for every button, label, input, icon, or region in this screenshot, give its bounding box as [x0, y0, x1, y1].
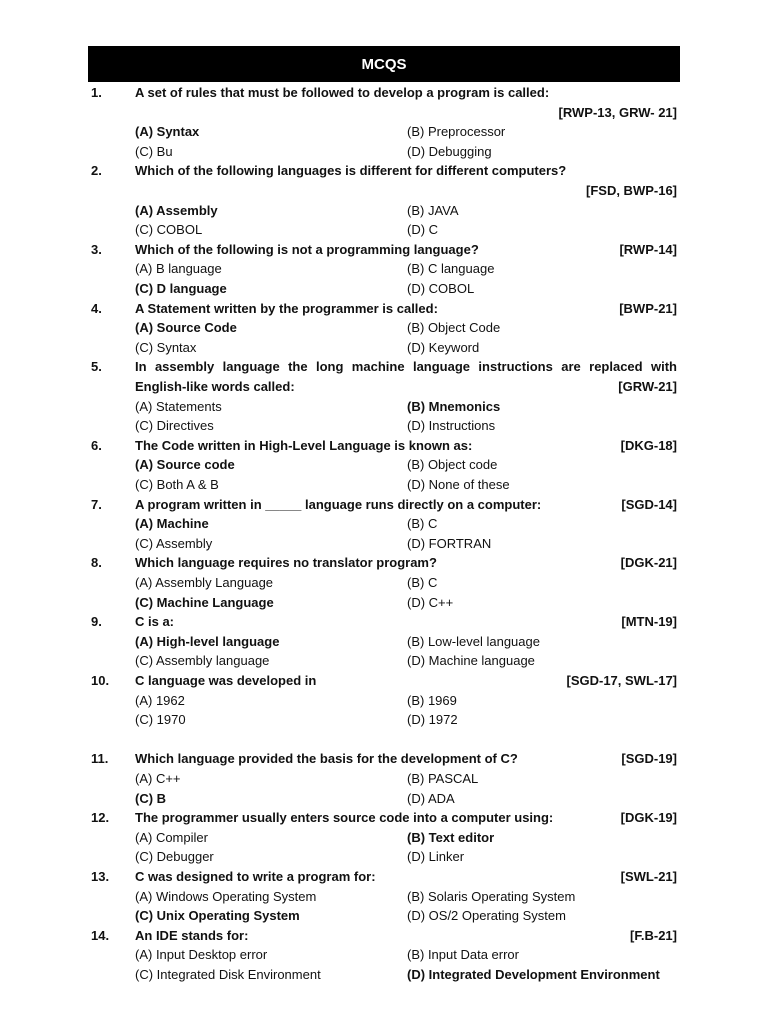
- options-row: [0, 965, 768, 985]
- exam-reference: [RWP-14]: [619, 241, 677, 257]
- options-row: [0, 142, 768, 162]
- option: (B) C language: [407, 261, 495, 277]
- question-line: [0, 926, 768, 946]
- option: (C) COBOL: [135, 222, 203, 238]
- question-line: [0, 612, 768, 632]
- options-row: [0, 573, 768, 593]
- options-row: [0, 455, 768, 475]
- option: (B) C: [407, 516, 438, 532]
- option: (A) Source Code: [135, 320, 237, 336]
- option: (B) Low-level language: [407, 633, 540, 649]
- options-row: [0, 279, 768, 299]
- exam-reference: [FSD, BWP-16]: [586, 183, 677, 198]
- reference-line: [0, 103, 768, 123]
- option: (A) Compiler: [135, 829, 208, 845]
- option: (B) JAVA: [407, 202, 459, 218]
- exam-reference: [F.B-21]: [630, 927, 677, 943]
- options-row: [0, 710, 768, 730]
- question-line: [0, 161, 768, 181]
- page-title: MCQS: [361, 55, 407, 73]
- option: (C) Debugger: [135, 849, 214, 865]
- exam-reference: [SGD-14]: [621, 496, 677, 512]
- option: (C) Unix Operating System: [135, 908, 300, 924]
- question-line: [0, 808, 768, 828]
- question-text: A Statement written by the programmer is called:: [135, 300, 438, 316]
- options-row: [0, 828, 768, 848]
- question-line: [0, 867, 768, 887]
- question-text: An IDE stands for:: [135, 927, 249, 943]
- option: (D) COBOL: [407, 281, 475, 296]
- option: (C) Assembly: [135, 535, 213, 551]
- question-text: The programmer usually enters source code into a computer using:: [135, 810, 554, 826]
- option: (D) C: [407, 222, 439, 238]
- options-row: [0, 651, 768, 671]
- question-number: 7.: [91, 496, 102, 512]
- question-text: A set of rules that must be followed to develop a program is called:: [135, 85, 550, 100]
- option: (A) 1962: [135, 692, 185, 708]
- reference-line: [0, 181, 768, 201]
- question-text: Which language provided the basis for the development of C?: [135, 751, 518, 767]
- option: (C) Bu: [135, 143, 173, 159]
- question-number: 12.: [91, 810, 110, 826]
- options-row: [0, 201, 768, 221]
- options-row: [0, 397, 768, 417]
- option: (D) None of these: [407, 477, 510, 492]
- options-row: [0, 338, 768, 358]
- exam-reference: [DKG-18]: [620, 437, 677, 453]
- option: (C) Directives: [135, 418, 214, 434]
- option: (A) Statements: [135, 398, 222, 414]
- option: (A) Assembly: [135, 202, 218, 218]
- options-row: [0, 789, 768, 809]
- options-row: [0, 416, 768, 436]
- question-line: [0, 749, 768, 769]
- question-text: C is a:: [135, 614, 175, 630]
- option: (A) Machine: [135, 516, 209, 532]
- options-row: [0, 534, 768, 554]
- question-text: Which of the following is not a programming language?: [135, 241, 479, 257]
- options-row: [0, 318, 768, 338]
- options-row: [0, 945, 768, 965]
- option: (C) D language: [135, 281, 227, 296]
- option: (B) Object code: [407, 457, 498, 473]
- exam-reference: [SGD-19]: [621, 751, 677, 767]
- option: (C) 1970: [135, 712, 186, 728]
- exam-reference: [MTN-19]: [621, 614, 677, 630]
- question-number: 4.: [91, 300, 102, 316]
- option: (B) Preprocessor: [407, 124, 506, 140]
- option: (C) Syntax: [135, 339, 197, 355]
- exam-reference: [SGD-17, SWL-17]: [566, 673, 677, 688]
- options-row: [0, 847, 768, 867]
- question-number: 6.: [91, 437, 102, 453]
- option: (B) Object Code: [407, 320, 501, 336]
- question-line: [0, 240, 768, 260]
- options-row: [0, 769, 768, 789]
- question-text: Which of the following languages is different for different computers?: [135, 163, 567, 179]
- question-text: A program written in _____ language runs directly on a computer:: [135, 496, 542, 512]
- question-text: The Code written in High-Level Language is known as:: [135, 437, 473, 453]
- option: (A) Assembly Language: [135, 575, 274, 590]
- question-line: [0, 436, 768, 456]
- option: (C) Both A & B: [135, 477, 219, 492]
- option: (A) Syntax: [135, 124, 200, 140]
- option: (A) Source code: [135, 457, 235, 473]
- exam-reference: [DGK-19]: [620, 810, 677, 826]
- option: (B) Input Data error: [407, 947, 519, 963]
- option: (D) ADA: [407, 790, 455, 806]
- question-line: [0, 671, 768, 691]
- option: (D) C++: [407, 594, 454, 610]
- page-title-banner: [88, 46, 680, 82]
- option: (B) Text editor: [407, 829, 495, 845]
- question-number: 13.: [91, 869, 110, 884]
- question-line: [0, 377, 768, 397]
- exam-reference: [SWL-21]: [620, 869, 677, 884]
- question-text: C language was developed in: [135, 673, 317, 688]
- option: (B) Solaris Operating System: [407, 888, 576, 904]
- options-row: [0, 632, 768, 652]
- option: (A) Input Desktop error: [135, 947, 268, 963]
- question-number: 10.: [91, 673, 110, 688]
- option: (D) Debugging: [407, 143, 492, 159]
- question-number: 5.: [91, 359, 102, 375]
- question-line: [0, 83, 768, 103]
- option: (A) Windows Operating System: [135, 888, 317, 904]
- option: (C) B: [135, 790, 167, 806]
- question-line: [0, 553, 768, 573]
- question-text: Which language requires no translator program?: [135, 555, 437, 571]
- options-row: [0, 514, 768, 534]
- options-row: [0, 122, 768, 142]
- option: (B) 1969: [407, 692, 457, 708]
- option: (D) Machine language: [407, 653, 535, 669]
- exam-reference: [BWP-21]: [619, 300, 677, 316]
- options-row: [0, 691, 768, 711]
- options-row: [0, 475, 768, 495]
- question-text: C was designed to write a program for:: [135, 869, 376, 884]
- options-row: [0, 593, 768, 613]
- question-text: In assembly language the long machine language instructions are replaced with: [135, 359, 677, 375]
- options-row: [0, 887, 768, 907]
- options-row: [0, 220, 768, 240]
- option: (C) Assembly language: [135, 653, 270, 669]
- question-line: [0, 357, 768, 377]
- question-number: 9.: [91, 614, 102, 630]
- question-number: 2.: [91, 163, 102, 179]
- option: (D) Instructions: [407, 418, 496, 434]
- option: (B) PASCAL: [407, 771, 479, 786]
- option: (A) C++: [135, 771, 181, 786]
- option: (C) Machine Language: [135, 594, 274, 610]
- exam-reference: [DGK-21]: [620, 555, 677, 571]
- option: (D) FORTRAN: [407, 535, 492, 551]
- question-number: 3.: [91, 241, 102, 257]
- question-line: [0, 495, 768, 515]
- options-row: [0, 906, 768, 926]
- option: (A) B language: [135, 261, 222, 277]
- question-number: 8.: [91, 555, 102, 571]
- options-row: [0, 259, 768, 279]
- option: (D) Keyword: [407, 339, 480, 355]
- option: (D) Integrated Development Environment: [407, 967, 660, 982]
- question-number: 14.: [91, 927, 110, 943]
- option: (A) High-level language: [135, 633, 280, 649]
- exam-reference: [RWP-13, GRW- 21]: [558, 104, 677, 120]
- option: (C) Integrated Disk Environment: [135, 967, 321, 982]
- option: (B) Mnemonics: [407, 398, 501, 414]
- question-line: [0, 299, 768, 319]
- exam-reference: [GRW-21]: [618, 379, 677, 394]
- option: (D) Linker: [407, 849, 465, 865]
- question-number: 11.: [91, 751, 109, 767]
- question-number: 1.: [91, 85, 102, 100]
- option: (D) 1972: [407, 712, 458, 728]
- question-text: English-like words called:: [135, 379, 295, 394]
- option: (B) C: [407, 575, 438, 590]
- option: (D) OS/2 Operating System: [407, 908, 566, 924]
